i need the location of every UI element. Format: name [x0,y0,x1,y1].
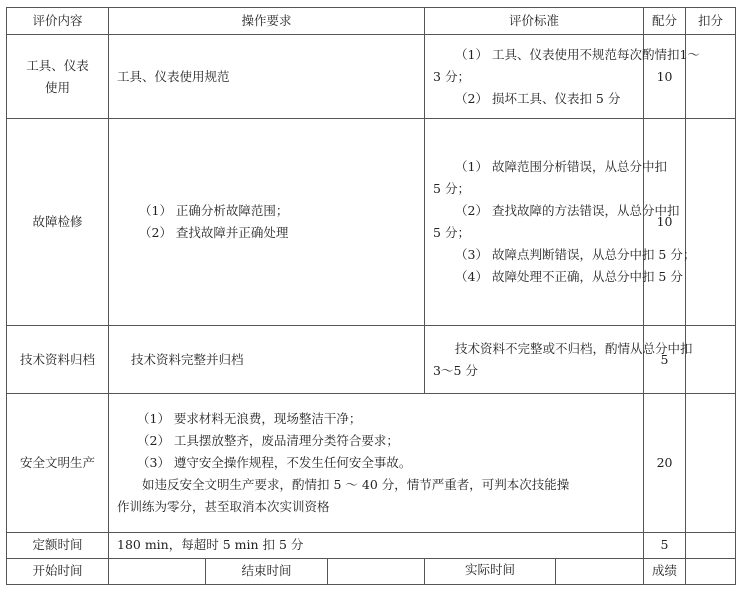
content-line: 使用 [44,79,70,95]
row-requirements-cell [109,35,425,119]
actual-time-label: 实际时间 [465,561,516,577]
end-time-value[interactable] [328,558,425,584]
row-content-cell [7,35,109,119]
row-requirements-cell [109,119,425,326]
table-row [7,394,736,532]
table-row [7,119,736,326]
footer-row [7,558,736,584]
standard-line: （4） 故障处理不正确，从总分中扣 5 分 [455,269,683,285]
requirement-line: （3） 遵守安全操作规程，不发生任何安全事故。 [137,455,412,471]
requirement-line: 工具、仪表使用规范 [117,68,230,84]
actual-time-cell [425,558,644,584]
standard-line: 3～5 分 [433,362,478,378]
quota-deduct-cell[interactable] [686,532,736,558]
standard-line: （3） 故障点判断错误，从总分中扣 5 分； [455,247,696,263]
standard-line: 技术资料不完整或不归档，酌情从总分中扣 [455,340,693,356]
header-deduct: 扣分 [686,8,736,35]
requirement-line: （1） 正确分析故障范围； [139,203,289,219]
content-line: 安全文明生产 [19,455,95,471]
quota-row [7,532,736,558]
header-requirements: 操作要求 [109,8,425,35]
standard-line: （1） 工具、仪表使用不规范每次酌情扣1～ [455,46,700,62]
header-row [7,8,736,35]
row-content-cell [7,326,109,394]
quota-label: 定额时间 [7,532,109,558]
standard-line: 5 分； [433,181,470,197]
start-time-label: 开始时间 [7,558,109,584]
standard-line: 3 分； [433,68,470,84]
content-line: 技术资料归档 [19,351,95,367]
requirement-line: （2） 查找故障并正确处理 [139,225,289,241]
evaluation-table [6,7,736,585]
row-score-cell: 10 [644,119,686,326]
row-requirements-cell [109,326,425,394]
standard-line: 5 分； [433,225,470,241]
header-score: 配分 [644,8,686,35]
row-content-cell [7,119,109,326]
row-score-cell: 10 [644,35,686,119]
row-deduct-cell[interactable] [686,394,736,532]
result-value[interactable] [686,558,736,584]
row-requirements-cell [109,394,644,532]
standard-line: （2） 损坏工具、仪表扣 5 分 [455,90,621,106]
content-line: 工具、仪表 [26,57,89,73]
row-score-cell: 20 [644,394,686,532]
header-content: 评价内容 [7,8,109,35]
requirement-line: （1） 要求材料无浪费，现场整洁干净； [137,411,362,427]
requirement-line: 如违反安全文明生产要求，酌情扣 5 ～ 40 分，情节严重者，可判本次技能操作训练为零分，甚至取消本次实训资格 [117,477,570,515]
row-score-cell: 5 [644,326,686,394]
table-row [7,35,736,119]
header-standard: 评价标准 [425,8,644,35]
actual-time-value[interactable] [555,559,643,584]
quota-value: 180 min，每超时 5 min 扣 5 分 [109,532,644,558]
quota-score: 5 [644,532,686,558]
content-line: 故障检修 [32,214,83,230]
end-time-label: 结束时间 [206,558,328,584]
row-standard-cell [425,326,693,394]
requirement-line: （2） 工具摆放整齐，废品清理分类符合要求； [137,433,399,449]
standard-line: （2） 查找故障的方法错误，从总分中扣 [455,203,680,219]
standard-line: （1） 故障范围分析错误，从总分中扣 [455,159,667,175]
result-label: 成绩 [644,558,686,584]
row-deduct-cell[interactable] [686,119,736,326]
row-deduct-cell[interactable] [686,326,736,394]
requirement-line: 技术资料完整并归档 [131,351,244,367]
start-time-value[interactable] [109,558,206,584]
table-row [7,326,736,394]
row-content-cell [7,394,109,532]
